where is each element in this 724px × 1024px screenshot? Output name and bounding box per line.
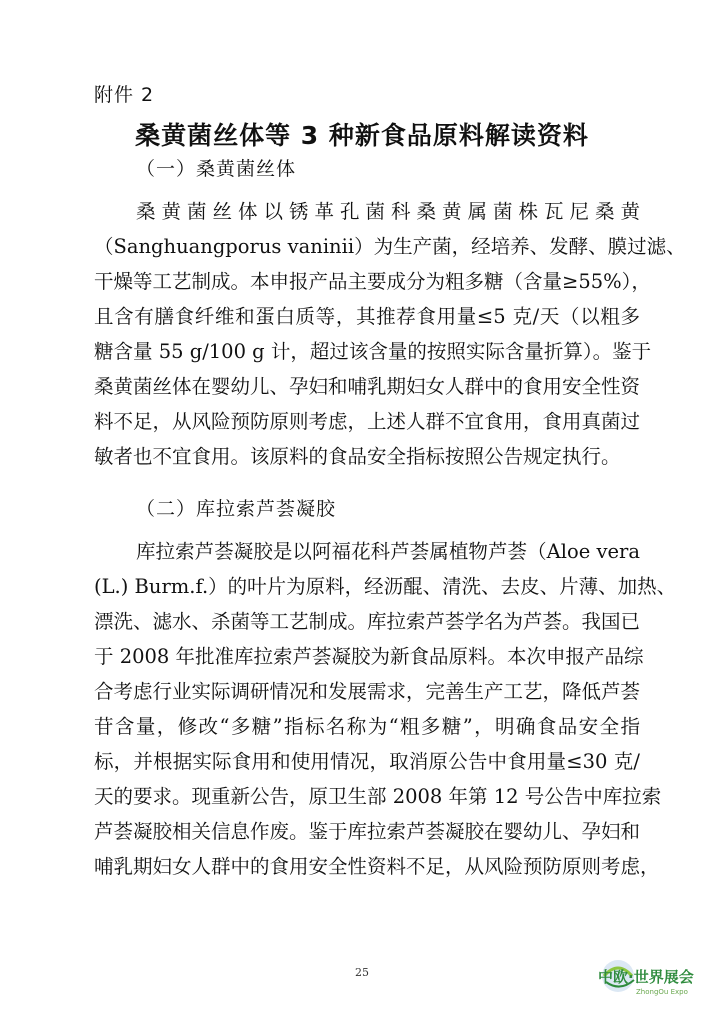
section-heading-1: （一）桑黄菌丝体: [136, 158, 297, 180]
paragraph-line: 料不足，从风险预防原则考虑，上述人群不宜食用，食用真菌过: [94, 410, 641, 433]
watermark-subtext: ZhongOu Expo: [636, 988, 688, 996]
paragraph-line: 敏者也不宜食用。该原料的食品安全指标按照公告规定执行。: [94, 445, 621, 468]
paragraph-line: 标，并根据实际食用和使用情况，取消原公告中食用量≤30 克/: [94, 750, 640, 773]
watermark-logo: [596, 956, 710, 1008]
attachment-label: 附件 2: [94, 84, 155, 106]
page-number: 25: [355, 966, 369, 979]
paragraph-line: 芦荟凝胶相关信息作废。鉴于库拉索芦荟凝胶在婴幼儿、孕妇和: [94, 820, 641, 843]
paragraph-line: 天的要求。现重新公告，原卫生部 2008 年第 12 号公告中库拉索: [94, 785, 662, 808]
paragraph-line: 漂洗、滤水、杀菌等工艺制成。库拉索芦荟学名为芦荟。我国已: [94, 610, 641, 633]
paragraph-line: 且含有膳食纤维和蛋白质等，其推荐食用量≤5 克/天（以粗多: [94, 305, 640, 328]
paragraph-line: 桑黄菌丝体以锈革孔菌科桑黄属菌株瓦尼桑黄: [136, 200, 640, 223]
paragraph-line: 于 2008 年批准库拉索芦荟凝胶为新食品原料。本次申报产品综: [94, 645, 644, 668]
paragraph-line: 库拉索芦荟凝胶是以阿福花科芦荟属植物芦荟（Aloe vera: [136, 540, 640, 563]
watermark-text: 中欧·世界展会: [598, 968, 694, 986]
document-title: 桑黄菌丝体等 3 种新食品原料解读资料: [135, 121, 589, 150]
paragraph-line: 干燥等工艺制成。本申报产品主要成分为粗多糖（含量≥55%），: [94, 270, 651, 293]
paragraph-line: (L.) Burm.f.）的叶片为原料，经沥醌、清洗、去皮、片薄、加热、: [94, 575, 677, 598]
paragraph-line: 糖含量 55 g/100 g 计，超过该含量的按照实际含量折算）。鉴于: [94, 340, 652, 363]
paragraph-line: 哺乳期妇女人群中的食用安全性资料不足，从风险预防原则考虑，: [94, 855, 660, 878]
paragraph-line: （Sanghuangporus vaninii）为生产菌，经培养、发酵、膜过滤、: [94, 235, 686, 258]
paragraph-line: 苷含量，修改“多糖”指标名称为“粗多糖”，明确食品安全指: [94, 715, 640, 738]
paragraph-line: 桑黄菌丝体在婴幼儿、孕妇和哺乳期妇女人群中的食用安全性资: [94, 375, 641, 398]
paragraph-line: 合考虑行业实际调研情况和发展需求，完善生产工艺，降低芦荟: [94, 680, 641, 703]
section-heading-2: （二）库拉索芦荟凝胶: [136, 498, 337, 520]
